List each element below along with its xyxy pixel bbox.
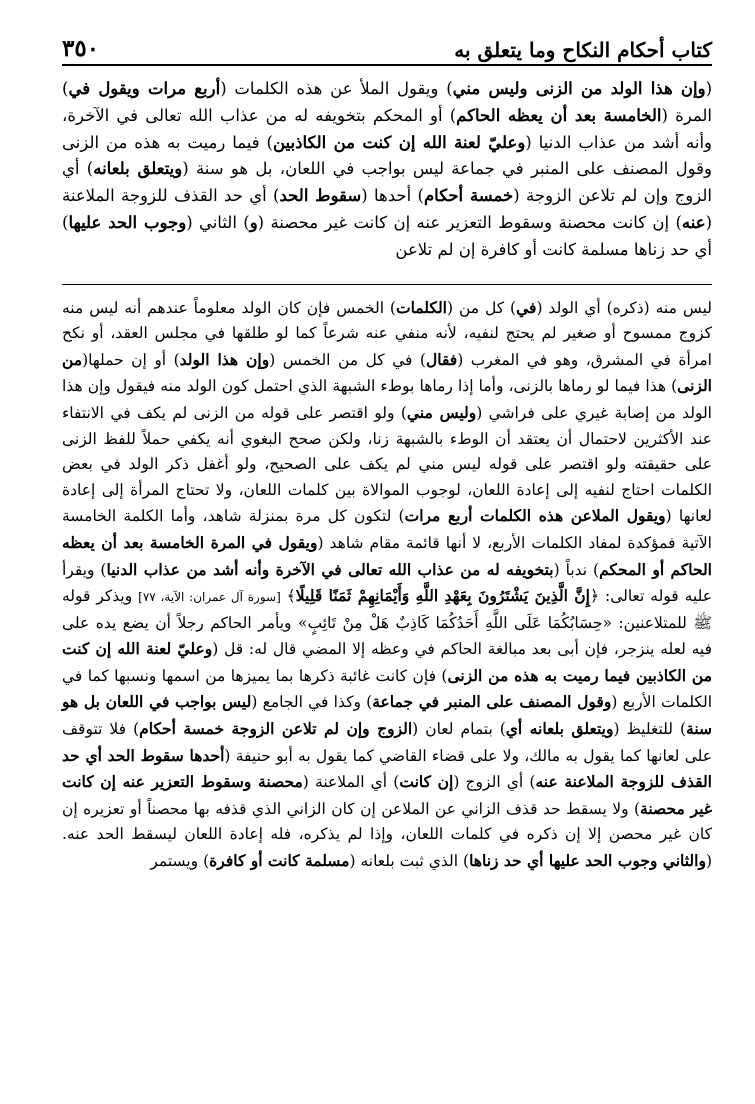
commentary-bold: وإن هذا الولد <box>179 349 270 369</box>
commentary-segment: ) أو إن حملها( <box>82 350 180 369</box>
commentary-segment: ) وكذا في الجامع ( <box>251 693 373 712</box>
book-page <box>62 28 712 875</box>
commentary-segment: ﴾ <box>280 587 296 606</box>
commentary-segment: ) الذي ثبت بلعانه ( <box>349 852 470 871</box>
main-paragraph <box>62 76 712 264</box>
commentary-bold: من الزنى <box>62 349 712 396</box>
main-text-bold: الخامسة بعد أن يعظه الحاكم <box>456 105 662 125</box>
commentary-bold: ويقول في المرة الخامسة بعد أن يعظه الحاكم أو المحكم <box>62 532 712 579</box>
main-text-bold: ويتعلق بلعانه <box>93 159 183 179</box>
commentary-bold: فقال <box>425 349 458 369</box>
commentary-bold: بتخويفه له من عذاب الله تعالى في الآخرة وأنه أشد من عذاب الدنيا <box>106 559 554 579</box>
main-text-bold: أربع مرات ويقول في <box>68 79 221 98</box>
commentary-bold: أحدها سقوط الحد أي حد القذف للزوجة الملاعنة عنه <box>62 745 712 792</box>
commentary-segment: ) ولو اقتصر على قوله من الزنى لم يكف في الانتفاء عند الأكثرين لاحتمال أن يعتقد أن الوطء بالشبهة زنا، ولكن صحح البغوي أنه يكفي حملاً للفظ الزنى على حقيقته ولو اقتصر على قوله ليس مني لم يكف على الصحيح، ولو أغفل ذكر الولد في بعض الكلمات احتاج لنفيه إلى إعادة اللعان، لوجوب الموالاة بين كلمات اللعان، ولا تحتاج المرأة إلى إعادة لعانها ( <box>62 403 712 526</box>
main-text-segment: ( <box>705 79 712 98</box>
commentary-segment: ) ندباً ( <box>553 560 600 579</box>
main-text-segment: ) أي الزوج وإن لم تلاعن الزوجة ( <box>62 159 712 206</box>
commentary-bold: ويتعلق بلعانه أي <box>505 719 614 739</box>
main-text-segment: ) الثاني ( <box>186 212 250 232</box>
commentary-segment: ) ويستمر <box>150 852 210 871</box>
main-text-segment: ) ويقول الملأ عن هذه الكلمات ( <box>220 79 453 98</box>
running-title: كتاب أحكام النكاح وما يتعلق به <box>454 38 712 62</box>
commentary-paragraph <box>62 295 712 875</box>
commentary-bold: وعليّ لعنة الله إن كنت من الكاذبين فيما رميت به هذه من الزنى <box>62 639 712 685</box>
verse-reference: [سورة آل عمران: الآية، ٧٧] <box>138 590 281 605</box>
main-text <box>62 76 712 264</box>
commentary-segment: ) هذا فيما لو رماها بالزنى، وأما إذا رماها بوطء الشبهة الذي احتمل كون الولد منه فيقول وإن هذا الولد من إصابة غيري على فراشي ( <box>62 377 712 422</box>
commentary-bold: والثاني وجوب الحد عليها أي حد زناها <box>469 851 706 871</box>
commentary-segment: ) بتمام لعان ( <box>412 720 506 739</box>
commentary-segment: ) ولا يسقط حد قذف الزاني عن الملاعن إن كان الزاني الذي قذفه بها محصناً أو تعزيره إن كان غير محصن إلا إن ذكره في كلمات اللعان، وإذا لم يذكره، فله إعادة اللعان ليسقط الحد عنه. ( <box>62 799 712 871</box>
main-text-bold: وإن هذا الولد من الزنى وليس مني <box>452 79 706 98</box>
commentary-bold: ليس بواجب في اللعان بل هو سنة <box>62 692 713 739</box>
commentary-segment: ) فإن كانت غائبة ذكرها بما يميزها من اسمها ونسبها كما في الكلمات الأربع ( <box>62 666 712 712</box>
main-text-segment: ) فيما رميت به هذه من الزنى وقول المصنف على المنبر في جماعة ليس بواجب في اللعان، بل هو سنة ( <box>62 132 712 179</box>
main-text-bold: وعليّ لعنة الله إن كنت من الكاذبين <box>272 132 526 152</box>
page-number: ٣٥٠ <box>62 35 100 62</box>
commentary-segment: ) أي الملاعنة ( <box>302 773 400 792</box>
commentary-bold: مسلمة كانت أو كافرة <box>209 851 350 871</box>
commentary-segment: ) ويقرأ عليه قوله تعالى: ﴿ <box>62 560 713 606</box>
commentary-segment: ) فلا تتوقف على لعانها كما يقول به مالك، ولا على قضاء القاضي كما يقول به أبو حنيفة ( <box>62 720 712 765</box>
commentary-segment: ) لتكون كل مرة بمنزلة شاهد، وأما الكلمة الخامسة الآتية فمؤكدة لمفاد الكلمات الأربع، لا أنها قائمة مقام شاهد ( <box>62 507 712 552</box>
commentary-text <box>62 295 712 875</box>
main-text-segment: ) أحدها ( <box>361 186 424 206</box>
commentary-segment: ) أي الزوج ( <box>453 773 536 792</box>
quran-verse: إِنَّ الَّذِينَ يَشْتَرُونَ بِعَهْدِ اللَّهِ وَأَيْمَانِهِمْ ثَمَنًا قَلِيلًا <box>295 586 590 606</box>
commentary-segment: ليس منه (ذكره) أي الولد ( <box>536 298 713 317</box>
commentary-bold: في <box>516 297 537 317</box>
main-text-segment: ) أي حد القذف للزوجة الملاعنة ( <box>62 186 713 232</box>
commentary-bold: وقول المصنف على المنبر في جماعة <box>372 692 612 712</box>
commentary-segment: ) الخمس فإن كان الولد معلوماً عندهم أنه ليس منه كزوج ممسوح أو صغير لم يحتج لنفيه، لأنه منفي عنه شرعاً كما لو طلقها في مجلس العقد، أو نكح امرأة في المشرق، وهو في المغرب ( <box>62 298 712 369</box>
commentary-bold: محصنة وسقوط التعزير عنه إن كانت غير محصنة <box>62 772 712 818</box>
page-header <box>62 28 712 66</box>
main-text-segment: ) أي حد زناها مسلمة كانت أو كافرة إن لم تلاعن <box>62 212 712 259</box>
commentary-bold: وليس مني <box>406 402 477 422</box>
commentary-bold: الزوج وإن لم تلاعن الزوجة خمسة أحكام <box>139 719 413 739</box>
main-text-segment: ) المرة ( <box>62 79 712 125</box>
commentary-bold: ويقول الملاعن هذه الكلمات أربع مرات <box>404 506 666 526</box>
main-text-segment: ) إن كانت محصنة وسقوط التعزير عنه إن كانت غير محصنة ( <box>257 212 682 232</box>
commentary-segment: ) في كل من الخمس ( <box>269 350 426 369</box>
commentary-bold: إن كانت <box>399 772 454 792</box>
commentary-segment: ) للتغليظ ( <box>613 720 687 739</box>
main-text-bold: عنه <box>681 212 706 232</box>
footnote-separator <box>62 284 712 285</box>
commentary-segment: ) كل من ( <box>446 298 517 317</box>
commentary-segment: ويذكر قوله ﷺ للمتلاعنين: «حِسَابُكُمَا عَلَى اللَّهِ أَحَدُكُمَا كَاذِبٌ هَلْ مِنْ تَائِبٍ» ويأمر الحاكم رجلاً أن يضع يده على فيه لعله ينزجر، فإن أبى بعد مبالغة الحاكم في وعظه إلا المضي قال له: قل ( <box>62 587 712 659</box>
main-text-segment: ) أو المحكم بتخويفه له من عذاب الله تعالى في الآخرة، وأنه أشد من عذاب الدنيا ( <box>62 105 713 152</box>
main-text-bold: وجوب الحد عليها <box>68 212 187 232</box>
main-text-bold: خمسة أحكام <box>423 186 514 206</box>
main-text-bold: و <box>249 212 258 232</box>
main-text-bold: سقوط الحد <box>279 186 362 206</box>
commentary-bold: الكلمات <box>395 297 447 317</box>
